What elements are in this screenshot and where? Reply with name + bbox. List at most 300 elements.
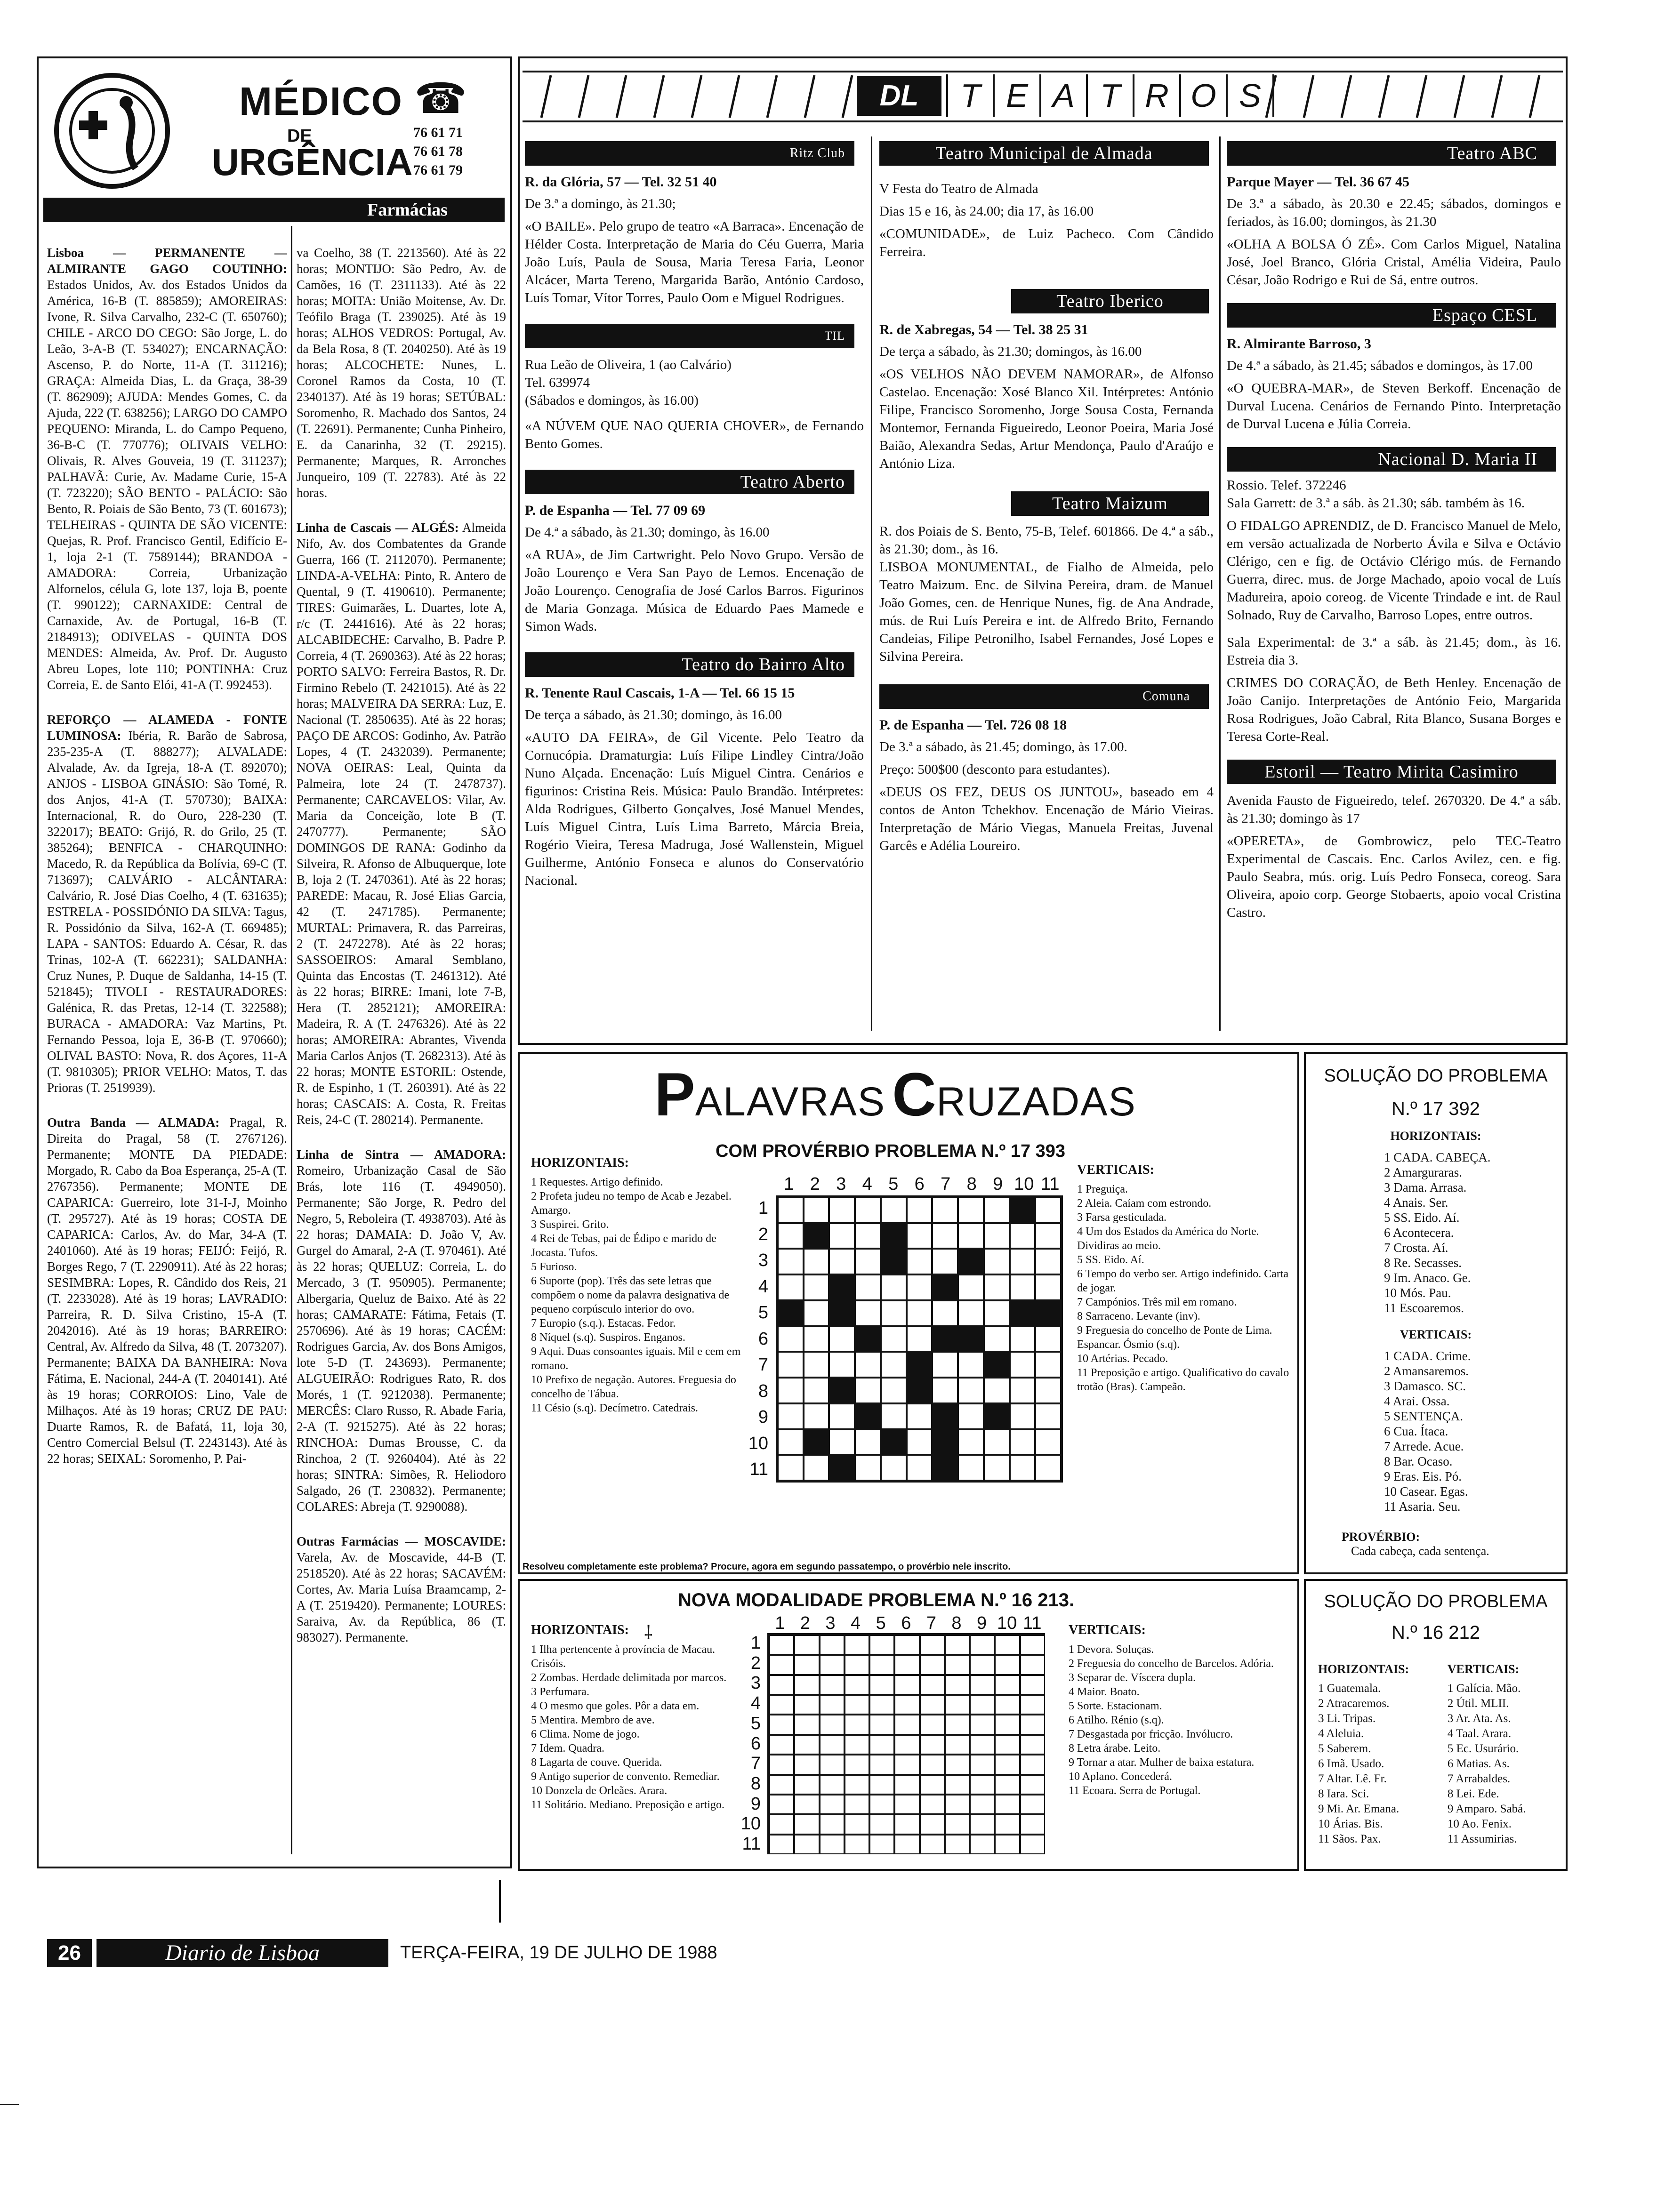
pharmacy-block [47, 245, 287, 693]
grid-cell[interactable] [869, 1795, 894, 1814]
grid-cell[interactable] [958, 1352, 984, 1378]
grid-cell[interactable] [778, 1274, 804, 1300]
grid-cell[interactable] [1010, 1378, 1036, 1403]
grid-cell[interactable] [855, 1429, 881, 1455]
grid-cell[interactable] [804, 1455, 829, 1481]
grid-cell[interactable] [869, 1715, 894, 1734]
grid-cell[interactable] [769, 1715, 794, 1734]
title-word: ALAVRAS [695, 1079, 886, 1124]
grid-cell[interactable] [894, 1635, 919, 1655]
grid-cell[interactable] [958, 1300, 984, 1326]
grid-cell[interactable] [804, 1403, 829, 1429]
crossword1-horizontals [531, 1155, 748, 1415]
header-letter: O [1179, 74, 1226, 117]
grid-cell[interactable] [845, 1775, 869, 1795]
grid-cell[interactable] [820, 1635, 845, 1655]
grid-cell[interactable] [920, 1735, 945, 1755]
grid-cell[interactable] [1010, 1455, 1036, 1481]
grid-cell[interactable] [794, 1835, 819, 1854]
black-square [881, 1223, 907, 1249]
grid-cell[interactable] [881, 1403, 907, 1429]
grid-cell[interactable] [894, 1655, 919, 1675]
grid-cell[interactable] [820, 1814, 845, 1834]
grid-cell[interactable] [778, 1197, 804, 1223]
verticals-label: VERTICAIS: [1069, 1623, 1146, 1637]
grid-cell[interactable] [794, 1715, 819, 1734]
grid-cell[interactable] [945, 1755, 970, 1774]
grid-cell[interactable] [958, 1403, 984, 1429]
grid-cell[interactable] [970, 1814, 995, 1834]
header-letter: T [1086, 74, 1133, 117]
grid-cell[interactable] [945, 1835, 970, 1854]
grid-cell[interactable] [881, 1352, 907, 1378]
grid-cell[interactable] [907, 1197, 933, 1223]
grid-cell[interactable] [794, 1814, 819, 1834]
column-rule [871, 136, 872, 1031]
theatre-info: Preço: 500$00 (desconto para estudantes). [879, 762, 1110, 777]
grid-cell[interactable] [970, 1635, 995, 1655]
grid-cell[interactable] [804, 1300, 829, 1326]
theatre-name: Comuna [879, 684, 1209, 709]
column-number: 3 [836, 1174, 846, 1194]
grid-cell[interactable] [1035, 1249, 1061, 1274]
grid-cell[interactable] [1010, 1352, 1036, 1378]
grid-cell[interactable] [829, 1249, 855, 1274]
grid-cell[interactable] [1020, 1755, 1045, 1774]
grid-cell[interactable] [769, 1755, 794, 1774]
grid-cell[interactable] [769, 1735, 794, 1755]
grid-cell[interactable] [970, 1775, 995, 1795]
grid-cell[interactable] [958, 1223, 984, 1249]
phone-number: 76 61 71 [413, 125, 463, 140]
grid-cell[interactable] [920, 1655, 945, 1675]
grid-cell[interactable] [769, 1695, 794, 1715]
grid-cell[interactable] [845, 1635, 869, 1655]
grid-cell[interactable] [1035, 1352, 1061, 1378]
grid-cell[interactable] [778, 1455, 804, 1481]
grid-cell[interactable] [794, 1635, 819, 1655]
grid-cell[interactable] [1035, 1197, 1061, 1223]
grid-cell[interactable] [1010, 1274, 1036, 1300]
horizontals-label: HORIZONTAIS: [1390, 1129, 1481, 1143]
grid-cell[interactable] [1035, 1403, 1061, 1429]
grid-cell[interactable] [894, 1735, 919, 1755]
theatre-info: «DEUS OS FEZ, DEUS OS JUNTOU», baseado em 4 contos de Anton Tchekhov. Encenação de Mário Vieiras. Interpretação de Mário Viegas, Manuela Freitas, Juvenal Garcês e Adélia Loureiro. [879, 785, 1214, 853]
grid-cell[interactable] [945, 1715, 970, 1734]
grid-cell[interactable] [907, 1274, 933, 1300]
row-number: 5 [758, 1303, 768, 1322]
column-number: 8 [951, 1613, 962, 1633]
grid-cell[interactable] [845, 1675, 869, 1695]
grid-cell[interactable] [1020, 1795, 1045, 1814]
theatre-address: P. de Espanha — Tel. 726 08 18 [879, 717, 1067, 733]
grid-cell[interactable] [984, 1197, 1010, 1223]
theatre-info: R. dos Poiais de S. Bento, 75-B, Telef. 601866. De 4.ª a sáb., às 21.30; dom., às 16. [879, 524, 1214, 557]
grid-cell[interactable] [869, 1835, 894, 1854]
theatre-listing [525, 470, 864, 635]
clue-item: 2 Atracaremos. [1318, 1697, 1390, 1710]
grid-cell[interactable] [869, 1755, 894, 1774]
grid-cell[interactable] [769, 1675, 794, 1695]
grid-cell[interactable] [1020, 1675, 1045, 1695]
grid-cell[interactable] [907, 1455, 933, 1481]
grid-cell[interactable] [920, 1775, 945, 1795]
grid-cell[interactable] [920, 1675, 945, 1695]
row-number: 6 [750, 1733, 761, 1754]
solution-list [1384, 1348, 1558, 1514]
clue-item: 11 Sãos. Pax. [1318, 1833, 1381, 1845]
theatre-name: Teatro Maizum [1011, 491, 1209, 516]
grid-cell[interactable] [794, 1795, 819, 1814]
block-text: Pragal, R. Direita do Pragal, 58 (T. 2767126). Permanente; MONTE DA PIEDADE: Morgado, R. Cabo da Boa Esperança, 25-A (T. 2767356). Permanente; MONTE DE CAPARICA: Guerreiro, lote 31-I-J, Moinho (T. 295727). Até às 19 horas; COSTA DE CAPARICA: Carlos, Av. do Mar, 34-A (T. 2401060). Até às 19 horas; FEIJÓ: Feijó, R. Borges Rego, 7 (T. 2290911). Até às 22 horas; SESIMBRA: Lopes, R. Cândido dos Reis, 21 (T. 2233028). Até às 19 horas; LAVRADIO: Parreira, R. D. Silva Cristino, 15-A (T. 2042016). Até às 19 horas; BARREIRO: Central, Av. Alfredo da Silva, 48 (T. 2073207). Permanente; BAIXA DA BANHEIRA: Nova Fátima, E. Nacional, 244-A (T. 2040141). Até às 19 horas; CORROIOS: Lino, Vale de Milhaços. Até às 19 horas; CRUZ DE PAU: Duarte Ramos, R. de Bafatá, 11, loja 30, Centro Comercial Belsul (T. 2243143). Até às 22 horas; SEIXAL: Soromenho, P. Pai- [47, 1115, 287, 1466]
grid-cell[interactable] [804, 1352, 829, 1378]
grid-cell[interactable] [1035, 1378, 1061, 1403]
grid-cell[interactable] [995, 1675, 1020, 1695]
grid-cell[interactable] [778, 1378, 804, 1403]
page-number: 26 [58, 1941, 81, 1964]
grid-cell[interactable] [869, 1735, 894, 1755]
grid-cell[interactable] [869, 1775, 894, 1795]
grid-cell[interactable] [794, 1655, 819, 1675]
grid-cell[interactable] [932, 1197, 958, 1223]
block-text: Romeiro, Urbanização Casal de São Brás, lote 116 (T. 4949050). Permanente; São Jorge, R. Pedro del Negro, 5, Reboleira (T. 4938703). Até às 22 horas; DAMAIA: D. João V, Av. Gurgel do Amaral, 2-A (T. 970461). Até às 22 horas; QUELUZ: Correia, L. do Mercado, 3 (T. 950905). Permanente; Albergaria, Queluz de Baixo. Até às 22 horas; CAMARATE: Fátima, Fetais (T. 2570696). Até às 19 horas; CACÉM: Rodrigues Garcia, Av. dos Bons Amigos, lote 5-D (T. 243693). Permanente; ALGUEIRÃO: Rodrigues Rato, R. dos Morés, 1 (T. 9212038). Permanente; MERCÊS: Claro Russo, R. Abade Faria, 2-A (T. 9215275). Até às 22 horas; RINCHOA: Dumas Brousse, C. da Rinchoa, 2 (T. 9260404). Até às 22 horas; SINTRA: Simões, R. Heliodoro Salgado, 26 (T. 230832). Permanente; COLARES: Abreja (T. 9290088). [297, 1163, 506, 1514]
grid-cell[interactable] [970, 1835, 995, 1854]
grid-cell[interactable] [869, 1635, 894, 1655]
grid-cell[interactable] [907, 1429, 933, 1455]
crossword1-grid[interactable] [776, 1195, 1063, 1483]
theatre-name: Teatro ABC [1227, 141, 1556, 166]
grid-cell[interactable] [869, 1675, 894, 1695]
grid-cell[interactable] [945, 1735, 970, 1755]
grid-cell[interactable] [995, 1835, 1020, 1854]
theatre-listing [1227, 447, 1561, 745]
row-number: 9 [750, 1794, 761, 1814]
grid-cell[interactable] [920, 1795, 945, 1814]
grid-cell[interactable] [970, 1755, 995, 1774]
grid-cell[interactable] [995, 1695, 1020, 1715]
grid-cell[interactable] [845, 1735, 869, 1755]
grid-cell[interactable] [1020, 1814, 1045, 1834]
grid-cell[interactable] [958, 1429, 984, 1455]
grid-cell[interactable] [881, 1378, 907, 1403]
grid-cell[interactable] [1010, 1429, 1036, 1455]
grid-cell[interactable] [932, 1352, 958, 1378]
grid-cell[interactable] [829, 1403, 855, 1429]
grid-cell[interactable] [855, 1249, 881, 1274]
solution-title: SOLUÇÃO DO PROBLEMA [1324, 1066, 1548, 1086]
grid-cell[interactable] [984, 1326, 1010, 1352]
grid-cell[interactable] [845, 1795, 869, 1814]
solution2-verticals [1448, 1662, 1558, 1847]
grid-cell[interactable] [920, 1814, 945, 1834]
grid-cell[interactable] [907, 1300, 933, 1326]
grid-cell[interactable] [804, 1378, 829, 1403]
grid-cell[interactable] [1020, 1735, 1045, 1755]
crossword2-grid[interactable] [767, 1633, 1045, 1854]
grid-cell[interactable] [769, 1835, 794, 1854]
verticals-label: VERTICAIS: [1400, 1328, 1472, 1341]
grid-cell[interactable] [881, 1326, 907, 1352]
horizontals-label: HORIZONTAIS: [1318, 1662, 1409, 1676]
grid-cell[interactable] [894, 1835, 919, 1854]
clue-item: 5 Mentira. Membro de ave. [531, 1714, 655, 1726]
grid-cell[interactable] [984, 1249, 1010, 1274]
grid-cell[interactable] [995, 1775, 1020, 1795]
grid-cell[interactable] [958, 1455, 984, 1481]
clue-item: 5 SENTENÇA. [1384, 1409, 1463, 1423]
clue-item: 7 Crosta. Aí. [1384, 1241, 1448, 1255]
grid-cell[interactable] [907, 1223, 933, 1249]
grid-cell[interactable] [907, 1326, 933, 1352]
grid-cell[interactable] [1035, 1455, 1061, 1481]
margin-mark [0, 2104, 19, 2105]
grid-cell[interactable] [855, 1455, 881, 1481]
grid-cell[interactable] [869, 1655, 894, 1675]
grid-cell[interactable] [984, 1378, 1010, 1403]
grid-cell[interactable] [829, 1223, 855, 1249]
grid-cell[interactable] [804, 1326, 829, 1352]
grid-cell[interactable] [845, 1814, 869, 1834]
grid-cell[interactable] [1035, 1223, 1061, 1249]
grid-cell[interactable] [945, 1775, 970, 1795]
grid-cell[interactable] [995, 1655, 1020, 1675]
grid-cell[interactable] [820, 1835, 845, 1854]
grid-cell[interactable] [945, 1675, 970, 1695]
grid-cell[interactable] [970, 1715, 995, 1734]
clue-item: 4 Aleluia. [1318, 1727, 1364, 1740]
grid-cell[interactable] [970, 1675, 995, 1695]
grid-cell[interactable] [984, 1455, 1010, 1481]
grid-cell[interactable] [769, 1775, 794, 1795]
clue-item: 5 Saberem. [1318, 1742, 1371, 1755]
grid-cell[interactable] [945, 1655, 970, 1675]
grid-cell[interactable] [970, 1735, 995, 1755]
grid-cell[interactable] [869, 1814, 894, 1834]
grid-cell[interactable] [920, 1715, 945, 1734]
grid-cell[interactable] [845, 1655, 869, 1675]
grid-cell[interactable] [945, 1695, 970, 1715]
clue-item: 8 Lei. Ede. [1447, 1787, 1499, 1800]
black-square [907, 1352, 933, 1378]
grid-cell[interactable] [881, 1455, 907, 1481]
grid-cell[interactable] [778, 1249, 804, 1274]
grid-cell[interactable] [794, 1755, 819, 1774]
grid-cell[interactable] [920, 1835, 945, 1854]
grid-cell[interactable] [984, 1300, 1010, 1326]
grid-cell[interactable] [769, 1814, 794, 1834]
grid-cell[interactable] [778, 1352, 804, 1378]
grid-cell[interactable] [855, 1223, 881, 1249]
grid-cell[interactable] [820, 1675, 845, 1695]
clue-item: 3 Li. Tripas. [1318, 1712, 1376, 1725]
black-square [958, 1326, 984, 1352]
grid-cell[interactable] [995, 1814, 1020, 1834]
theatre-name: Ritz Club [525, 141, 854, 166]
grid-cell[interactable] [1035, 1274, 1061, 1300]
grid-cell[interactable] [845, 1715, 869, 1734]
clue-item: 8 Sarraceno. Levante (inv). [1077, 1310, 1200, 1322]
grid-cell[interactable] [995, 1755, 1020, 1774]
theatre-address: R. da Glória, 57 — Tel. 32 51 40 [525, 174, 717, 190]
grid-cell[interactable] [820, 1715, 845, 1734]
row-number: 11 [749, 1459, 768, 1479]
grid-cell[interactable] [920, 1695, 945, 1715]
grid-cell[interactable] [945, 1635, 970, 1655]
theatre-listing [879, 141, 1214, 261]
grid-cell[interactable] [970, 1795, 995, 1814]
theatre-info: Rossio. Telef. 372246 [1227, 478, 1346, 493]
block-head: Linha de Sintra — AMADORA: [297, 1147, 506, 1162]
clue-item: 11 Césio (s.q). Decímetro. Catedrais. [531, 1402, 699, 1414]
grid-cell[interactable] [945, 1795, 970, 1814]
grid-cell[interactable] [769, 1795, 794, 1814]
grid-cell[interactable] [794, 1675, 819, 1695]
grid-cell[interactable] [984, 1223, 1010, 1249]
grid-cell[interactable] [820, 1775, 845, 1795]
header-letter: T [946, 74, 993, 117]
grid-cell[interactable] [907, 1403, 933, 1429]
grid-cell[interactable] [778, 1326, 804, 1352]
grid-cell[interactable] [855, 1274, 881, 1300]
grid-cell[interactable] [855, 1300, 881, 1326]
grid-cell[interactable] [794, 1735, 819, 1755]
theatre-column-1 [525, 141, 864, 1035]
grid-cell[interactable] [1020, 1635, 1045, 1655]
grid-cell[interactable] [820, 1755, 845, 1774]
grid-cell[interactable] [794, 1695, 819, 1715]
grid-cell[interactable] [894, 1775, 919, 1795]
grid-cell[interactable] [845, 1835, 869, 1854]
grid-cell[interactable] [995, 1715, 1020, 1734]
grid-cell[interactable] [894, 1675, 919, 1695]
grid-cell[interactable] [1020, 1775, 1045, 1795]
grid-cell[interactable] [894, 1814, 919, 1834]
column-number: 8 [966, 1174, 977, 1194]
grid-cell[interactable] [778, 1403, 804, 1429]
grid-cell[interactable] [958, 1274, 984, 1300]
grid-cell[interactable] [881, 1300, 907, 1326]
grid-cell[interactable] [894, 1695, 919, 1715]
clue-item: 7 Arrede. Acue. [1384, 1439, 1464, 1453]
grid-cell[interactable] [932, 1378, 958, 1403]
grid-cell[interactable] [820, 1735, 845, 1755]
clue-item: 7 Campónios. Três mil em romano. [1077, 1296, 1237, 1308]
grid-cell[interactable] [778, 1429, 804, 1455]
grid-cell[interactable] [820, 1695, 845, 1715]
grid-cell[interactable] [970, 1695, 995, 1715]
grid-cell[interactable] [1020, 1655, 1045, 1675]
grid-cell[interactable] [984, 1429, 1010, 1455]
grid-cell[interactable] [1020, 1715, 1045, 1734]
solution-list [1448, 1681, 1558, 1847]
clue-item: 7 Idem. Quadra. [531, 1742, 604, 1755]
grid-cell[interactable] [1035, 1326, 1061, 1352]
black-square [932, 1455, 958, 1481]
clue-item: 9 Freguesia do concelho de Ponte de Lima. Espancar. Ósmio (s.q). [1077, 1324, 1272, 1351]
grid-cell[interactable] [769, 1655, 794, 1675]
grid-cell[interactable] [920, 1755, 945, 1774]
grid-cell[interactable] [881, 1274, 907, 1300]
grid-cell[interactable] [1010, 1223, 1036, 1249]
clue-item: 4 Arai. Ossa. [1384, 1394, 1450, 1408]
grid-cell[interactable] [804, 1197, 829, 1223]
grid-cell[interactable] [820, 1655, 845, 1675]
grid-cell[interactable] [995, 1735, 1020, 1755]
grid-cell[interactable] [855, 1352, 881, 1378]
grid-cell[interactable] [869, 1695, 894, 1715]
clue-item: 11 Solitário. Mediano. Preposição e artigo. [531, 1799, 725, 1811]
grid-cell[interactable] [804, 1274, 829, 1300]
grid-cell[interactable] [804, 1249, 829, 1274]
grid-cell[interactable] [1020, 1835, 1045, 1854]
grid-cell[interactable] [958, 1197, 984, 1223]
grid-cell[interactable] [995, 1635, 1020, 1655]
grid-cell[interactable] [845, 1755, 869, 1774]
grid-cell[interactable] [970, 1655, 995, 1675]
grid-cell[interactable] [845, 1695, 869, 1715]
grid-cell[interactable] [945, 1814, 970, 1834]
grid-cell[interactable] [984, 1274, 1010, 1300]
grid-cell[interactable] [907, 1249, 933, 1274]
clue-item: 11 Preposição e artigo. Qualificativo do cavalo trotão (Bras). Campeão. [1077, 1367, 1289, 1393]
grid-cell[interactable] [894, 1715, 919, 1734]
grid-cell[interactable] [894, 1795, 919, 1814]
clue-item: 9 Amparo. Sabá. [1447, 1803, 1526, 1815]
grid-cell[interactable] [932, 1249, 958, 1274]
grid-cell[interactable] [855, 1378, 881, 1403]
row-number: 9 [758, 1407, 768, 1427]
black-square [932, 1326, 958, 1352]
black-square [984, 1352, 1010, 1378]
grid-cell[interactable] [881, 1197, 907, 1223]
block-text: Almeida Nifo, Av. dos Combatentes da Grande Guerra, 166 (T. 2112070). Permanente; LINDA-A-VELHA: Pinto, R. Antero de Quental, 9 (T. 4190610). Permanente; TIRES: Guimarães, L. Duartes, lote A, r/c (T. 2441616). Até às 22 horas; ALCABIDECHE: Carvalho, B. Padre P. Correia, 4 (T. 2690363). Até às 22 horas; PORTO SALVO: Ferreira Bastos, R. Dr. Firmino Rebelo (T. 2421015). Até às 22 horas; MALVEIRA DA SERRA: Luz, E. Nacional (T. 2850635). Até às 22 horas; PAÇO DE ARCOS: Godinho, Av. Patrão Lopes, 4 (T. 2432039). Permanente; NOVA OEIRAS: Leal, Quinta da Palmeira, lote 24 (T. 2478737). Permanente; CARCAVELOS: Vilar, Av. Maria da Conceição, lote B (T. 2470777). Permanente; SÃO DOMINGOS DE RANA: Godinho da Silveira, R. Afonso de Albuquerque, lote B, loja 2 (T. 2470361). Até às 22 horas; PAREDE: Macau, R. José Elias Garcia, 42 (T. 2471785). Permanente; MURTAL: Primavera, R. das Parreiras, 2 (T. 2472278). Até às 22 horas; SASSOEIROS: Amaral Semblano, Quinta das Encostas (T. 2461312). Até às 22 horas; BIRRE: Imani, lote 7-B, Hera (T. 2852121); AMOREIRA: Madeira, R. A (T. 2476326). Até às 22 horas; AMOREIRA: Abrantes, Vivenda Maria Carlos Anjos (T. 2682313). Até às 22 horas; MONTE ESTORIL: Ostende, R. de Espinho, 1 (T. 260391). Até às 22 horas; CASCAIS: A. Costa, R. Freitas Reis, 24-C (T. 280214). Permanente. [297, 521, 506, 1127]
clue-item: 8 Bar. Ocaso. [1384, 1454, 1453, 1468]
solution2-horizontals [1318, 1662, 1433, 1847]
grid-cell[interactable] [829, 1429, 855, 1455]
grid-cell[interactable] [1035, 1429, 1061, 1455]
grid-cell[interactable] [932, 1223, 958, 1249]
grid-cell[interactable] [829, 1352, 855, 1378]
theatre-info: (Sábados e domingos, às 16.00) [525, 393, 699, 408]
grid-cell[interactable] [1010, 1403, 1036, 1429]
grid-cell[interactable] [829, 1326, 855, 1352]
theatre-info: V Festa do Teatro de Almada [879, 181, 1038, 196]
grid-cell[interactable] [855, 1197, 881, 1223]
grid-cell[interactable] [1020, 1695, 1045, 1715]
grid-cell[interactable] [778, 1223, 804, 1249]
block-text: Ibéria, R. Barão de Sabrosa, 235-235-A (T. 888277); ALVALADE: Alvalade, Av. da Igreja, 18-A (T. 892070); ANJOS - LISBOA GINÁSIO: São Tomé, R. dos Anjos, 41-A (T. 570730); BAIXA: Internacional, R. do Ouro, 228-230 (T. 322017); BEATO: Grijó, R. do Grilo, 25 (T. 385264); BENFICA - CHARQUINHO: Macedo, R. da República da Bolívia, 69-C (T. 713697); CALVÁRIO - ALCÂNTARA: Calvário, R. José Dias Coelho, 4 (T. 631635); ESTRELA - POSSIDÓNIO DA SILVA: Tagus, R. Possidónio da Silva, 162-A (T. 669485); LAPA - SANTOS: Eduardo A. César, R. das Trinas, 102-A (T. 662231); SALDANHA: Cruz Nunes, P. Duque de Saldanha, 14-15 (T. 521845); TIVOLI - RESTAURADORES: Galénica, R. das Pretas, 12-14 (T. 322588); BURACA - AMADORA: Vaz Martins, Pt. Fernando Pessoa, loja E, 36-B (T. 970660); OLIVAL BASTO: Nova, R. dos Açores, 11-A (T. 9810305); PRIOR VELHO: Matos, T. das Prioras (T. 2519939). [47, 729, 287, 1095]
clue-item: 7 Desgastada por fricção. Invólucro. [1069, 1728, 1233, 1740]
grid-cell[interactable] [769, 1635, 794, 1655]
column-number: 9 [993, 1174, 1003, 1194]
grid-cell[interactable] [820, 1795, 845, 1814]
grid-cell[interactable] [995, 1795, 1020, 1814]
theatre-info: «A NÚVEM QUE NAO QUERIA CHOVER», de Fernando Bento Gomes. [525, 418, 864, 451]
grid-cell[interactable] [829, 1197, 855, 1223]
grid-cell[interactable] [1010, 1249, 1036, 1274]
grid-cell[interactable] [1010, 1326, 1036, 1352]
grid-cell[interactable] [894, 1755, 919, 1774]
black-square [1010, 1197, 1036, 1223]
grid-cell[interactable] [932, 1300, 958, 1326]
black-square [932, 1429, 958, 1455]
theatre-info: «O QUEBRA-MAR», de Steven Berkoff. Encenação de Durval Lucena. Cenários de Fernando Pinto. Interpretação de Durval Lucena e Júlia Correia. [1227, 381, 1561, 432]
grid-cell[interactable] [920, 1635, 945, 1655]
grid-cell[interactable] [958, 1378, 984, 1403]
theatre-info: «COMUNIDADE», de Luiz Pacheco. Com Cândido Ferreira. [879, 226, 1214, 259]
block-text: Estados Unidos, Av. dos Estados Unidos da América, 16-B (T. 885859); AMOREIRAS: Ivone, R. Silva Carvalho, 232-C (T. 650760); CHILE - ARCO DO CEGO: São Jorge, L. do Leão, 3-A-B (T. 534027); ENCARNAÇÃO: Ascenso, P. do Norte, 11-A (T. 311216); GRAÇA: Almeida Dias, L. da Graça, 38-39 (T. 862909); AJUDA: Mendes Gomes, C. da Ajuda, 222 (T. 638256); LARGO DO CAMPO PEQUENO: Miranda, L. do Campo Pequeno, 36-B-C (T. 770776); OLIVAIS VELHO: Olivais, R. Alves Gouveia, 19 (T. 311237); PALHAVÃ: Curie, Av. Madame Curie, 15-A (T. 723220); SÃO BENTO - PALÁCIO: São Bento, R. Poiais de São Bento, 73 (T. 601673); TELHEIRAS - QUINTA DE SÃO VICENTE: Quejas, R. Prof. Francisco Gentil, Edifício E-1, loja 2-1 (T. 7589144); BRANDOA - AMADORA: Correia, Urbanização Alfornelos, célula G, lote 137, loja B, poente (T. 990122); CARNAXIDE: Central de Carnaxide, Av. de Portugal, 16-B (T. 2184913); ODIVELAS - QUINTA DOS MENDES: Almeida, Av. Prof. Dr. Augusto Abreu Lopes, lote 110; PONTINHA: Cruz Correia, E. de Santo Elói, 41-A (T. 992453). [47, 278, 287, 692]
grid-cell[interactable] [794, 1775, 819, 1795]
